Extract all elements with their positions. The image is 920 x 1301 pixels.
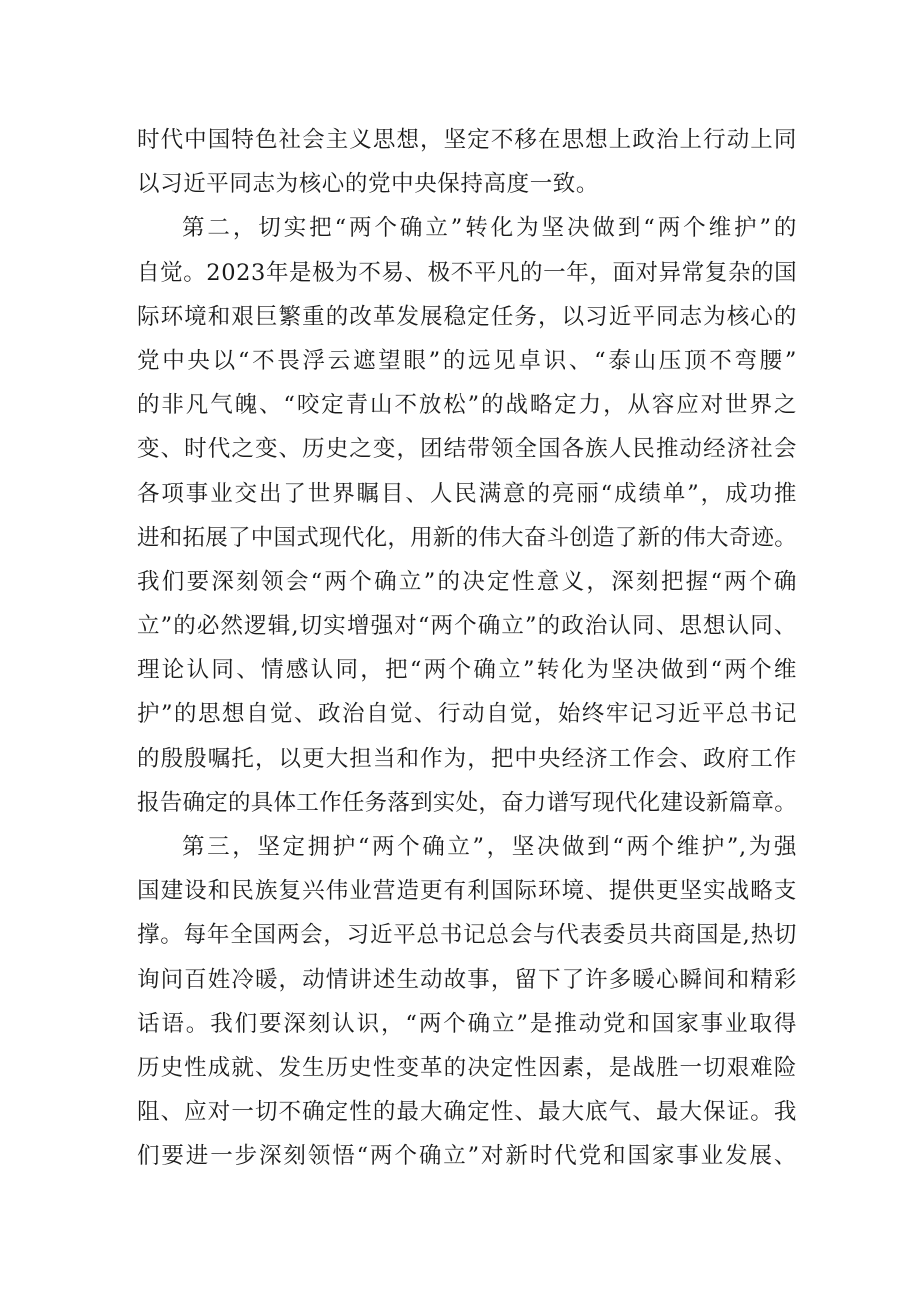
text-line: 的殷殷嘱托，以更大担当和作为，把中央经济工作会、政府工作 <box>137 745 797 772</box>
text-line: 党中央以“不畏浮云遮望眼”的远见卓识、“泰山压顶不弯腰” <box>137 347 797 374</box>
text-line: 的非凡气魄、“咬定青山不放松”的战略定力，从容应对世界之 <box>137 392 797 419</box>
text-line: 进和拓展了中国式现代化，用新的伟大奋斗创造了新的伟大奇迹。 <box>137 524 797 551</box>
text-line: 们要进一步深刻领悟“两个确立”对新时代党和国家事业发展、 <box>137 1143 797 1170</box>
text-line: 各项事业交出了世界瞩目、人民满意的亮丽“成绩单”，成功推 <box>137 480 797 507</box>
text-line: 报告确定的具体工作任务落到实处，奋力谱写现代化建设新篇章。 <box>137 789 797 816</box>
text-line: 立”的必然逻辑,切实增强对“两个确立”的政治认同、思想认同、 <box>137 613 797 640</box>
text-line: 撑。每年全国两会，习近平总书记总会与代表委员共商国是,热切 <box>137 922 797 949</box>
text-line: 时代中国特色社会主义思想，坚定不移在思想上政治上行动上同 <box>137 127 797 153</box>
text-line: 话语。我们要深刻认识，“两个确立”是推动党和国家事业取得 <box>137 1010 797 1037</box>
text-line: 护”的思想自觉、政治自觉、行动自觉，始终牢记习近平总书记 <box>137 701 797 728</box>
text-line: 际环境和艰巨繁重的改革发展稳定任务，以习近平同志为核心的 <box>137 303 797 330</box>
text-line: 历史性成就、发生历史性变革的决定性因素，是战胜一切艰难险 <box>137 1054 797 1081</box>
text-line: 变、时代之变、历史之变，团结带领全国各族人民推动经济社会 <box>137 436 797 463</box>
text-line: 我们要深刻领会“两个确立”的决定性意义，深刻把握“两个确 <box>137 568 797 595</box>
text-line: 以习近平同志为核心的党中央保持高度一致。 <box>137 171 600 198</box>
text-line: 阻、应对一切不确定性的最大确定性、最大底气、最大保证。我 <box>137 1099 797 1126</box>
text-line: 理论认同、情感认同，把“两个确立”转化为坚决做到“两个维 <box>137 657 797 684</box>
body-text <box>137 118 797 1179</box>
text-line: 询问百姓冷暖，动情讲述生动故事，留下了许多暖心瞬间和精彩 <box>137 966 797 993</box>
text-line: 国建设和民族复兴伟业营造更有利国际环境、提供更坚实战略支 <box>137 878 797 905</box>
text-line: 自觉。2023年是极为不易、极不平凡的一年，面对异常复杂的国 <box>137 259 798 286</box>
text-line: 第二，切实把“两个确立”转化为坚决做到“两个维护”的 <box>182 215 797 242</box>
text-line: 第三，坚定拥护“两个确立”，坚决做到“两个维护”,为强 <box>182 834 797 860</box>
